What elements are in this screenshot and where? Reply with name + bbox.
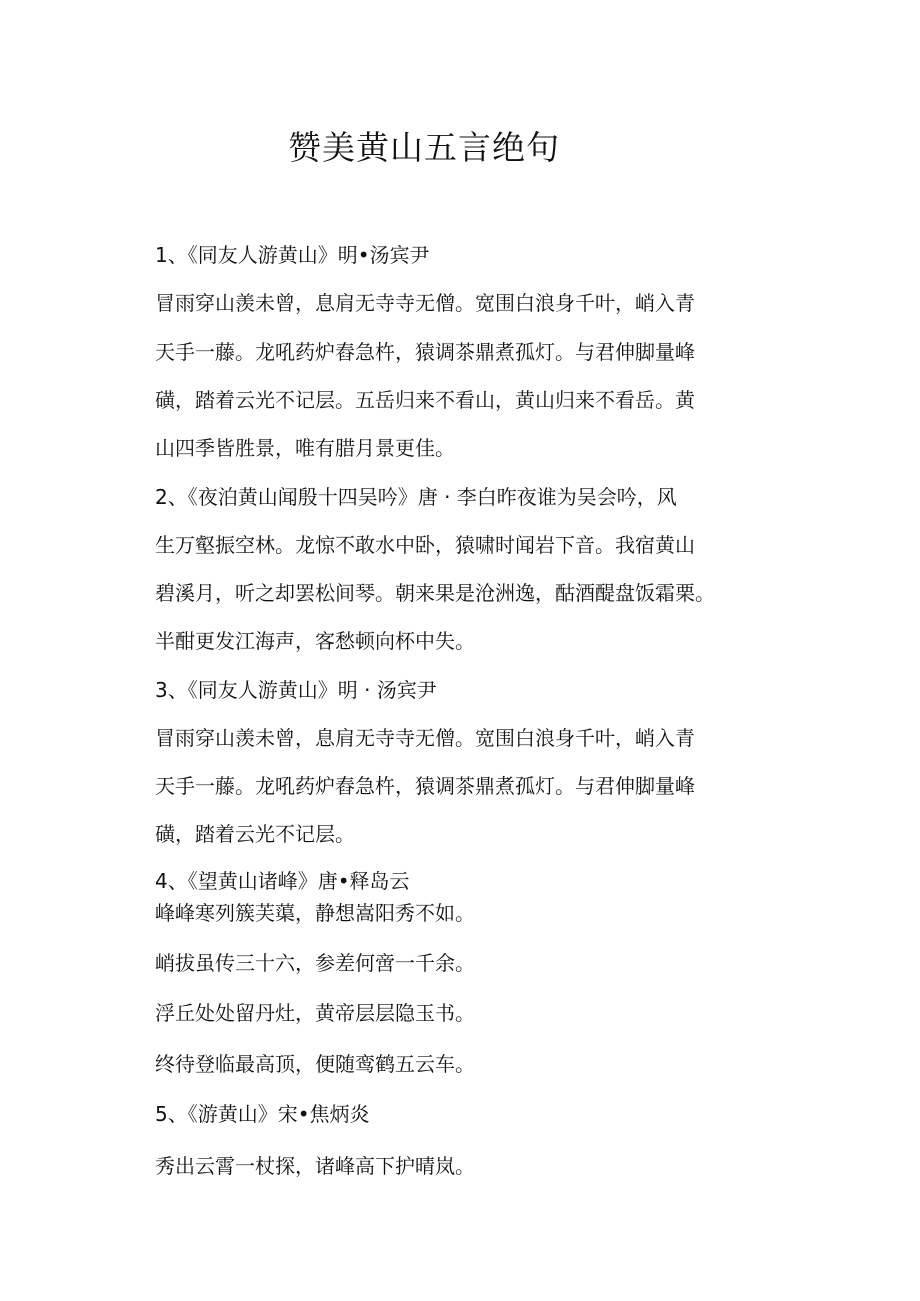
- text-line: 磺，踏着云光不记层。五岳归来不看山，黄山归来不看岳。黄: [155, 388, 695, 412]
- text-line: 磺，踏着云光不记层。: [155, 822, 355, 846]
- text-line: 山四季皆胜景，唯有腊月景更佳。: [155, 436, 455, 460]
- text-line: 秀出云霄一杖探，诸峰高下护晴岚。: [155, 1154, 475, 1178]
- page-title: 赞美黄山五言绝句: [288, 128, 560, 167]
- text-line: 天手一藤。龙吼药炉舂急杵，猿调茶鼎煮孤灯。与君伸脚量峰: [155, 774, 695, 798]
- text-line: 冒雨穿山羡未曾，息肩无寺寺无僧。宽围白浪身千叶，峭入青: [155, 291, 695, 315]
- text-line: 终待登临最高顶，便随鸾鹤五云车。: [155, 1052, 475, 1076]
- poem-heading-5: 5、《游黄山》宋•焦炳炎: [155, 1102, 370, 1126]
- text-line: 天手一藤。龙吼药炉舂急杵，猿调茶鼎煮孤灯。与君伸脚量峰: [155, 340, 695, 364]
- text-line: 冒雨穿山羡未曾，息肩无寺寺无僧。宽围白浪身千叶，峭入青: [155, 726, 695, 750]
- poem-heading-2: 2、《夜泊黄山闻殷十四吴吟》唐 · 李白昨夜谁为吴会吟，风: [155, 485, 677, 509]
- poem-heading-4: 4、《望黄山诸峰》唐•释岛云: [155, 869, 410, 893]
- text-line: 生万壑振空林。龙惊不敢水中卧，猿啸时闻岩下音。我宿黄山: [155, 533, 695, 557]
- poem-heading-1: 1、《同友人游黄山》明•汤宾尹: [155, 243, 430, 267]
- text-line: 峭拔虽传三十六，参差何啻一千余。: [155, 951, 475, 975]
- text-line: 浮丘处处留丹灶，黄帝层层隐玉书。: [155, 1001, 475, 1025]
- text-line: 碧溪月，听之却罢松间琴。朝来果是沧洲逸，酤酒醍盘饭霜栗。: [155, 581, 715, 605]
- text-line: 峰峰寒列簇芙蕖，静想嵩阳秀不如。: [155, 901, 475, 925]
- text-line: 半酣更发江海声，客愁顿向杯中失。: [155, 629, 475, 653]
- poem-heading-3: 3、《同友人游黄山》明 · 汤宾尹: [155, 678, 437, 702]
